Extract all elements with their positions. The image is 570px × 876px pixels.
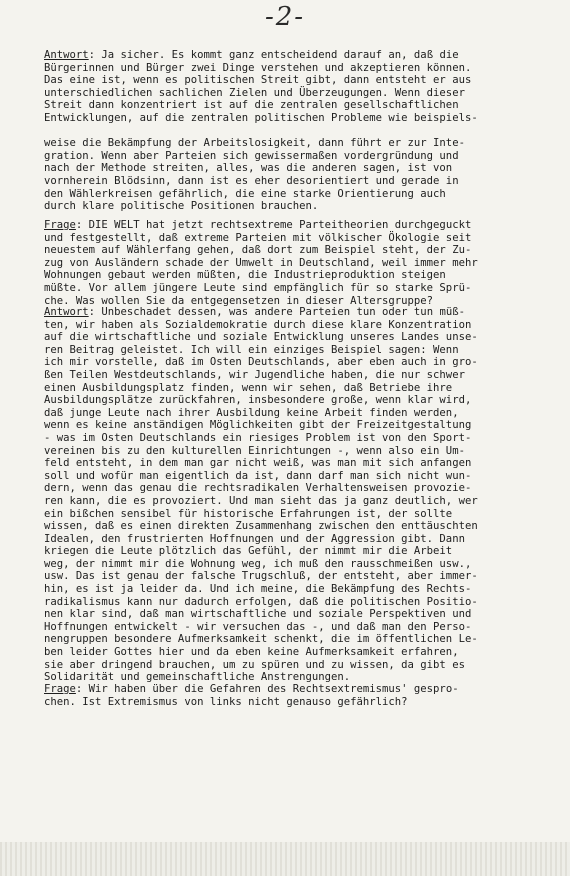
text-line	[44, 175, 554, 188]
paragraph-answer-1	[44, 49, 554, 213]
line-text: durch klare politische Positionen brauchen.	[44, 200, 319, 213]
text-line	[44, 74, 554, 87]
line-text: neuestem auf Wählerfang gehen, daß dort zum Beispiel steht, der Zu-	[44, 244, 472, 257]
line-text: vornherein Blödsinn, dann ist es eher desorientiert und gerade in	[44, 174, 459, 187]
text-line	[44, 621, 554, 634]
text-line	[44, 683, 554, 696]
paragraph-question-1	[44, 219, 554, 307]
line-text: müßte. Vor allem jüngere Leute sind empfänglich für so starke Sprü-	[44, 281, 472, 294]
line-text: kriegen die Leute plötzlich das Gefühl, der nimmt mir die Arbeit	[44, 545, 453, 558]
text-line	[44, 432, 554, 445]
text-line	[44, 394, 554, 407]
line-text: soll und wofür man eigentlich da ist, dann darf man sich nicht wun-	[44, 469, 472, 482]
text-line	[44, 369, 554, 382]
text-line	[44, 150, 554, 163]
text-line	[44, 244, 554, 257]
line-text: unterschiedlichen sachlichen Zielen und Überzeugungen. Wenn dieser	[44, 86, 465, 99]
line-text: chen. Ist Extremismus von links nicht genauso gefährlich?	[44, 695, 408, 708]
text-line	[44, 407, 554, 420]
line-text	[44, 125, 50, 137]
text-line	[44, 457, 554, 470]
text-line	[44, 344, 554, 357]
text-line	[44, 382, 554, 395]
text-line	[44, 319, 554, 332]
text-line	[44, 520, 554, 533]
line-text: Entwicklungen, auf die zentralen politischen Probleme wie beispiels-	[44, 111, 478, 124]
text-line	[44, 659, 554, 672]
line-text: weise die Bekämpfung der Arbeitslosigkeit, dann führt er zur Inte-	[44, 137, 465, 150]
text-line	[44, 696, 554, 709]
line-text: ßen Teilen Westdeutschlands, wir Jugendliche haben, die nur schwer	[44, 368, 465, 381]
speaker-label: Frage	[44, 683, 76, 695]
line-text: Idealen, den frustrierten Hoffnungen und der Aggression gibt. Dann	[44, 532, 465, 545]
text-line	[44, 306, 554, 319]
text-line	[44, 558, 554, 571]
line-text: Solidarität und gemeinschaftliche Anstrengungen.	[44, 671, 351, 684]
line-text: Ausbildungsplätze zurückfahren, insbesondere große, wenn klar wird,	[44, 394, 472, 407]
line-text: : Unbeschadet dessen, was andere Parteien tun oder tun müß-	[88, 306, 465, 318]
line-text: zug von Ausländern schade der Umwelt in Deutschland, weil immer mehr	[44, 256, 478, 269]
text-line	[44, 219, 554, 232]
text-line	[44, 269, 554, 282]
text-line	[44, 137, 554, 150]
text-line	[44, 62, 554, 75]
text-line	[44, 508, 554, 521]
paragraph-answer-2	[44, 306, 554, 684]
text-line	[44, 646, 554, 659]
line-text: che. Was wollen Sie da entgegensetzen in dieser Altersgruppe?	[44, 294, 434, 307]
line-text: wissen, daß es einen direkten Zusammenhang zwischen den enttäuschten	[44, 520, 478, 533]
text-line	[44, 257, 554, 270]
line-text: den Wählerkreisen gefährlich, die eine starke Orientierung auch	[44, 187, 446, 200]
line-text: Streit dann konzentriert ist auf die zentralen gesellschaftlichen	[44, 99, 459, 112]
line-text: daß junge Leute nach ihrer Ausbildung keine Arbeit finden werden,	[44, 406, 459, 419]
line-text: - was im Osten Deutschlands ein riesiges Problem ist von den Sport-	[44, 431, 472, 444]
line-text: : DIE WELT hat jetzt rechtsextreme Parteitheorien durchgeguckt	[75, 219, 472, 231]
text-line	[44, 200, 554, 213]
paragraph-question-2	[44, 683, 554, 708]
line-text: vereinen bis zu den kulturellen Einrichtungen -, wenn also ein Um-	[44, 444, 465, 457]
line-text: nengruppen besondere Aufmerksamkeit schenkt, die im öffentlichen Le-	[44, 633, 478, 646]
text-line	[44, 232, 554, 245]
text-line	[44, 570, 554, 583]
text-line	[44, 419, 554, 432]
speaker-label: Frage	[44, 219, 76, 231]
line-text: und festgestellt, daß extreme Parteien mit völkischer Ökologie seit	[44, 231, 472, 244]
line-text: Das eine ist, wenn es politischen Streit gibt, dann entsteht er aus	[44, 74, 472, 87]
line-text: gration. Wenn aber Parteien sich gewissermaßen vordergründung und	[44, 149, 459, 162]
line-text: dern, wenn das genau die rechtsradikalen Verhaltensweisen provozie-	[44, 482, 472, 495]
line-text: : Wir haben über die Gefahren des Rechtsextremismus' gespro-	[75, 683, 459, 695]
line-text: Wohnungen gebaut werden müßten, die Industrieproduktion steigen	[44, 269, 446, 282]
line-text: ren Beitrag geleistet. Ich will ein einziges Beispiel sagen: Wenn	[44, 343, 459, 356]
text-line	[44, 331, 554, 344]
line-text: ich mir vorstelle, daß im Osten Deutschlands, aber eben auch in gro-	[44, 356, 478, 369]
text-line	[44, 533, 554, 546]
line-text: ten, wir haben als Sozialdemokratie durch diese klare Konzentration	[44, 318, 472, 331]
line-text: usw. Das ist genau der falsche Trugschluß, der entsteht, aber immer-	[44, 570, 478, 583]
text-line	[44, 188, 554, 201]
text-line	[44, 125, 554, 138]
text-line	[44, 470, 554, 483]
line-text: sie aber dringend brauchen, um zu spüren und zu wissen, da gibt es	[44, 658, 465, 671]
line-text: Hoffnungen entwickelt - wir versuchen das -, und daß man den Perso-	[44, 620, 472, 633]
text-line	[44, 495, 554, 508]
scan-edge-artifact	[0, 842, 570, 876]
text-line	[44, 162, 554, 175]
text-line	[44, 282, 554, 295]
line-text: nen klar sind, daß man wirtschaftliche und soziale Perspektiven und	[44, 608, 472, 621]
text-line	[44, 608, 554, 621]
line-text: Bürgerinnen und Bürger zwei Dinge verstehen und akzeptieren können.	[44, 61, 472, 74]
text-line	[44, 633, 554, 646]
text-line	[44, 112, 554, 125]
text-line	[44, 445, 554, 458]
page-number: -2-	[264, 2, 306, 32]
line-text: nach der Methode streiten, alles, was die anderen sagen, ist von	[44, 162, 453, 175]
text-line	[44, 596, 554, 609]
text-line	[44, 49, 554, 62]
text-line	[44, 482, 554, 495]
text-line	[44, 583, 554, 596]
text-line	[44, 671, 554, 684]
line-text: ben leider Gottes hier und da eben keine Aufmerksamkeit erfahren,	[44, 646, 459, 659]
line-text: wenn es keine anständigen Möglichkeiten gibt der Freizeitgestaltung	[44, 419, 472, 432]
line-text: radikalismus kann nur dadurch erfolgen, daß die politischen Positio-	[44, 595, 478, 608]
text-line	[44, 545, 554, 558]
line-text: feld entsteht, in dem man gar nicht weiß, was man mit sich anfangen	[44, 457, 472, 470]
line-text: weg, der nimmt mir die Wohnung weg, ich muß den rausschmeißen usw.,	[44, 557, 472, 570]
text-line	[44, 99, 554, 112]
line-text: auf die wirtschaftliche und soziale Entwicklung unseres Landes unse-	[44, 331, 478, 344]
line-text: hin, es ist ja leider da. Und ich meine, die Bekämpfung des Rechts-	[44, 583, 472, 596]
text-line	[44, 356, 554, 369]
text-line	[44, 87, 554, 100]
speaker-label: Antwort	[44, 49, 89, 61]
line-text: ren kann, die es provoziert. Und man sieht das ja ganz deutlich, wer	[44, 494, 478, 507]
line-text: einen Ausbildungsplatz finden, wenn wir sehen, daß Betriebe ihre	[44, 381, 453, 394]
line-text: : Ja sicher. Es kommt ganz entscheidend darauf an, daß die	[88, 49, 459, 61]
speaker-label: Antwort	[44, 306, 89, 318]
line-text: ein bißchen sensibel für historische Erfahrungen ist, der sollte	[44, 507, 453, 520]
